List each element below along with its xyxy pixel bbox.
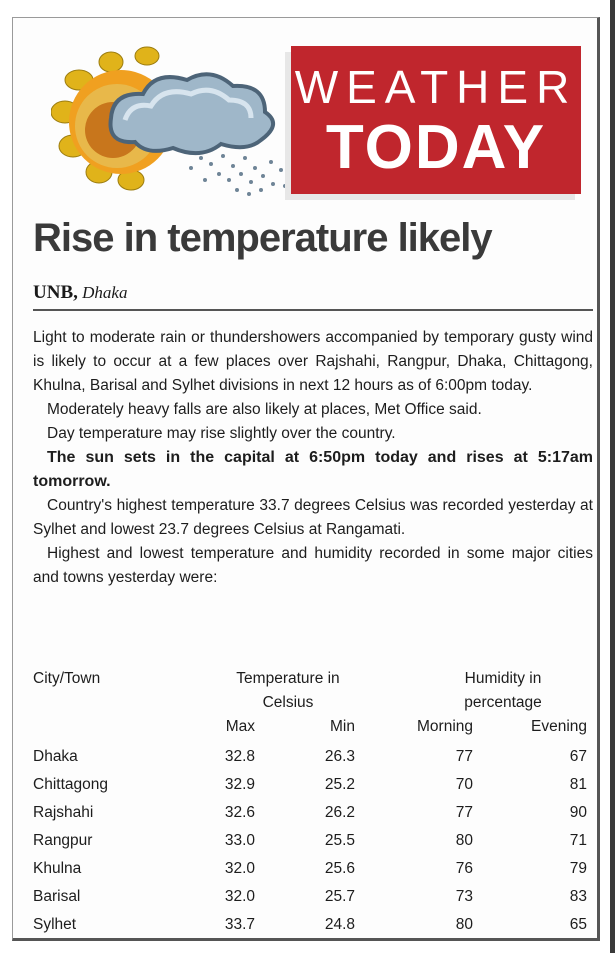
table-row [33, 860, 593, 888]
table-header-row-3 [33, 718, 593, 748]
cell-min: 26.2 [324, 804, 355, 821]
header-morning: Morning [417, 718, 473, 735]
cell-max: 32.8 [224, 748, 255, 765]
temperature-humidity-table [33, 670, 593, 944]
cell-min: 25.2 [324, 776, 355, 793]
header-temperature-group: Temperature in [236, 670, 340, 687]
weather-header [13, 18, 601, 203]
paragraph: Moderately heavy falls are also likely at places, Met Office said. [47, 401, 482, 418]
header-humidity-group: Humidity in [464, 670, 542, 687]
cell-max: 33.0 [224, 832, 255, 849]
header-min: Min [330, 718, 355, 735]
cell-morning: 80 [455, 916, 473, 933]
cell-morning: 70 [455, 776, 473, 793]
cell-max: 32.9 [224, 776, 255, 793]
logo-word-today: TODAY [325, 113, 547, 182]
table-row [33, 804, 593, 832]
cell-city: Sylhet [33, 916, 77, 933]
sun-times-paragraph: The sun sets in the capital at 6:50pm today and rises at 5:17am tomorrow. [33, 449, 593, 490]
cell-evening: 65 [569, 916, 587, 933]
paragraph: Day temperature may rise slightly over the country. [47, 425, 396, 442]
cell-max: 32.0 [224, 860, 255, 877]
cell-max: 32.6 [224, 804, 255, 821]
cell-city: Rangpur [33, 832, 93, 849]
cell-city: Khulna [33, 860, 82, 877]
table-body [33, 748, 593, 944]
header-temperature-unit: Celsius [262, 694, 314, 711]
cell-evening: 67 [569, 748, 587, 765]
byline-agency: UNB, [33, 282, 78, 303]
table-header-row-1 [33, 670, 593, 694]
cell-morning: 76 [455, 860, 473, 877]
table-row [33, 832, 593, 860]
page-edge-shadow [610, 0, 615, 953]
byline-place: Dhaka [82, 283, 128, 302]
cell-evening: 83 [569, 888, 587, 905]
cell-min: 26.3 [324, 748, 355, 765]
cell-min: 25.7 [324, 888, 355, 905]
cell-evening: 71 [569, 832, 587, 849]
cell-city: Dhaka [33, 748, 78, 765]
cell-morning: 77 [455, 748, 473, 765]
weather-today-logo [291, 46, 581, 194]
byline [33, 282, 127, 304]
table-row [33, 748, 593, 776]
cell-min: 24.8 [324, 916, 355, 933]
cell-evening: 81 [569, 776, 587, 793]
article-body [33, 326, 593, 590]
cell-morning: 77 [455, 804, 473, 821]
cell-max: 32.0 [224, 888, 255, 905]
cell-city: Barisal [33, 888, 81, 905]
table-row [33, 776, 593, 804]
cell-city: Rajshahi [33, 804, 94, 821]
header-evening: Evening [530, 718, 587, 735]
byline-divider [33, 309, 593, 311]
paragraph: Highest and lowest temperature and humidity recorded in some major cities and towns yesterday were: [33, 545, 593, 586]
logo-word-weather: WEATHER [294, 61, 578, 113]
header-humidity-unit: percentage [464, 694, 542, 711]
cell-morning: 80 [455, 832, 473, 849]
cell-min: 25.6 [324, 860, 355, 877]
cell-evening: 79 [569, 860, 587, 877]
table-row [33, 916, 593, 944]
cell-city: Chittagong [33, 776, 108, 793]
header-max: Max [225, 718, 255, 735]
paragraph: Country's highest temperature 33.7 degrees Celsius was recorded yesterday at Sylhet and lowest 23.7 degrees Celsius at Rangamati. [33, 497, 593, 538]
header-city: City/Town [33, 670, 101, 687]
article-headline: Rise in temperature likely [33, 216, 492, 260]
cell-morning: 73 [455, 888, 473, 905]
article-frame [12, 17, 600, 941]
cell-max: 33.7 [224, 916, 255, 933]
sun-cloud-rain-icon [51, 40, 301, 200]
paragraph: Light to moderate rain or thundershowers accompanied by temporary gusty wind is likely to occur at a few places over Rajshahi, Rangpur, Dhaka, Chittagong, Khulna, Barisal and Sylhet divisions in next 12 hours as of 6:00pm today. [33, 329, 593, 394]
cell-evening: 90 [569, 804, 587, 821]
table-row [33, 888, 593, 916]
cell-min: 25.5 [324, 832, 355, 849]
table-header-row-2 [33, 694, 593, 718]
